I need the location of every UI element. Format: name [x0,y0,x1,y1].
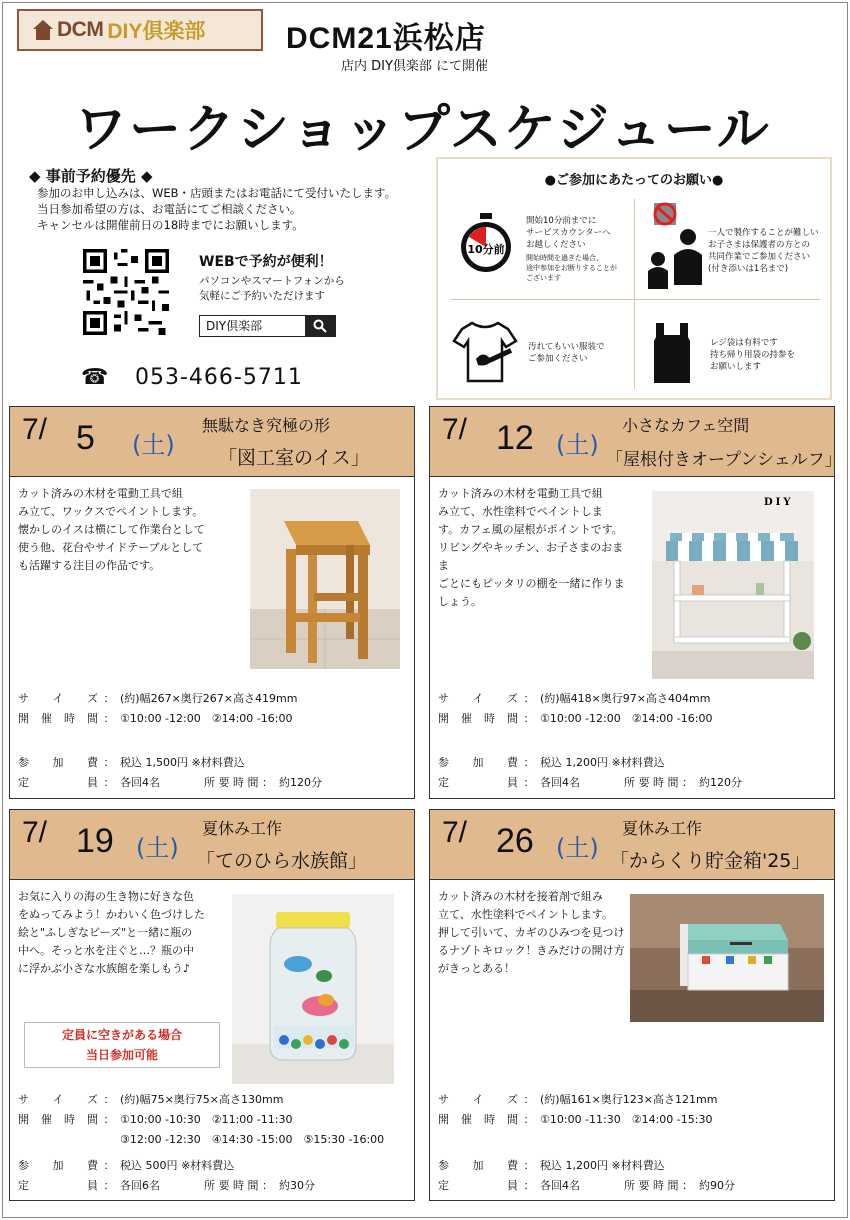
spec-time: ①10:00 -12:00 ②14:00 -16:00 [540,712,713,725]
same-day-banner [24,1022,220,1068]
spec-size-row: サ イ ズ ： (約)幅267×奥行267×高さ419mm [18,689,297,709]
banner-line: 定員に空きがある場合 [61,1028,182,1042]
workshop-card [9,809,415,1201]
tshirt-icon [452,319,518,385]
card-specs [18,1090,384,1150]
card-weekday: (土) [556,431,599,459]
spec-duration-label: 所 要 時 間 ： [624,1179,693,1192]
coin-bank-photo [630,894,824,1022]
spec-label: 開 催 時 間 [438,712,518,725]
spec-label: 定 員 [18,776,98,789]
spec-label: 参 加 費 [438,756,518,769]
notice-line: 共同作業でご参加ください [708,252,811,262]
card-weekday: (土) [136,834,179,862]
card-header [430,407,842,477]
flyer-page [2,2,848,1218]
spec-fee-row: 参 加 費 ： 税込 500円 ※材料費込 [18,1156,315,1176]
page-title: ワークショップスケジュール [75,100,771,160]
notice-divider [450,299,820,300]
store-subtitle: 店内 DIY倶楽部 にて開催 [341,59,489,74]
desc-line: リビングやキッチン、お子さまのおまま [438,541,624,572]
notice-small-line: ございます [526,274,561,282]
spec-capacity-row: 定 員 ： 各回4名 所 要 時 間 ： 約120分 [18,773,322,793]
spec-fee-row: 参 加 費 ： 税込 1,200円 ※材料費込 [438,753,742,773]
desc-line: をぬってみよう！かわいく色づけした [18,908,205,921]
desc-line: 懐かしのイスは横にして作業台として [18,523,205,536]
parent-child-icon [642,199,706,295]
card-specs-bottom [438,1156,735,1196]
desc-line: 絵と"ふしぎなビーズ"と一緒に瓶の [18,926,193,939]
spec-size: (約)幅75×奥行75×高さ130mm [120,1093,284,1106]
spec-size: (約)幅418×奥行97×高さ404mm [540,692,711,705]
spec-capacity-row: 定 員 ： 各回4名 所 要 時 間 ： 約120分 [438,773,742,793]
search-text: DIY倶楽部 [206,319,263,333]
web-sub-line: 気軽にご予約いただけます [199,290,325,302]
spec-label: 開 催 時 間 [18,712,98,725]
spec-duration: 約90分 [699,1179,735,1192]
desc-line: カット済みの木材を電動工具で組 [18,487,183,500]
card-weekday: (土) [556,834,599,862]
spec-label: 参 加 費 [438,1159,518,1172]
search-box[interactable] [199,315,336,337]
desc-line: しょう。 [438,595,482,608]
notice-line: 開始10分前までに [526,216,597,226]
desc-line: お気に入りの海の生き物に好きな色 [18,890,194,903]
spec-duration: 約30分 [279,1179,315,1192]
notice-line: 一人で製作することが難しい [708,228,819,238]
card-description [18,888,228,978]
desc-line: 使う他、花台やサイドテーブルとして [18,541,204,554]
card-category: 小さなカフェ空間 [622,416,750,435]
spec-label: 参 加 費 [18,756,98,769]
card-month: 7/ [22,816,48,849]
desc-line: カット済みの木材を接着剤で組み [438,890,603,903]
reservation-heading: ◆ 事前予約優先 ◆ [29,167,153,185]
reservation-line: キャンセルは開催前日の18時までにお願いします。 [37,218,304,232]
spec-capacity: 各回4名 [540,1179,580,1192]
notice-small-line: 途中参加をお断りすることが [526,264,617,272]
dcm-diy-logo [17,9,263,51]
spec-time-row-2 [18,1130,384,1150]
phone-number[interactable]: 053-466-5711 [135,365,303,390]
notice-box [436,157,832,400]
card-title: 「からくり貯金箱'25」 [610,850,811,872]
shopping-bag-icon [652,319,692,385]
spec-duration-label: 所 要 時 間 ： [624,776,693,789]
stool-photo [250,489,400,669]
spec-size: (約)幅267×奥行267×高さ419mm [120,692,298,705]
spec-label: 定 員 [438,1179,518,1192]
desc-line: み立て、水性塗料でペイントしま [438,505,603,518]
spec-label: 開 催 時 間 [18,1113,98,1126]
notice-line: レジ袋は有料です [710,338,778,348]
desc-line: み立て、ワックスでペイントします。 [18,505,204,518]
spec-capacity-row: 定 員 ： 各回6名 所 要 時 間 ： 約30分 [18,1176,315,1196]
spec-duration: 約120分 [279,776,322,789]
card-day: 19 [76,822,114,860]
spec-time: ①10:00 -12:00 ②14:00 -16:00 [120,712,293,725]
spec-label: サ イ ズ [18,1093,98,1106]
desc-line: カット済みの木材を電動工具で組 [438,487,603,500]
telephone-icon: ☎ [81,365,109,390]
shelf-photo [652,491,814,679]
reservation-line: 当日参加希望の方は、お電話にてご相談ください。 [37,202,302,216]
card-specs [438,689,712,729]
desc-line: がきっとある！ [438,962,515,975]
notice-line: 持ち帰り用袋の持参を [710,350,796,360]
card-header [430,810,834,880]
search-button[interactable] [305,316,335,336]
web-sub-line: パソコンやスマートフォンから [199,275,345,287]
card-title: 「図工室のイス」 [218,447,370,469]
spec-size: (約)幅161×奥行123×高さ121mm [540,1093,718,1106]
spec-duration: 約120分 [699,776,742,789]
spec-size-row: サ イ ズ ： (約)幅418×奥行97×高さ404mm [438,689,712,709]
card-description [438,888,634,978]
photo-diy-sign: DIY [764,497,794,508]
notice-small-line: 開始時間を過ぎた場合、 [526,254,603,262]
spec-label: サ イ ズ [18,692,98,705]
spec-label: 開 催 時 間 [438,1113,518,1126]
desc-line: 中へ。そっと水を注ぐと…？瓶の中 [18,944,194,957]
notice-line: 汚れてもいい服装で [528,342,605,352]
spec-fee-row: 参 加 費 ： 税込 1,500円 ※材料費込 [18,753,322,773]
card-day: 26 [496,822,534,860]
card-day: 5 [76,419,95,457]
web-reservation-subtitle [199,274,345,304]
reservation-text [37,185,396,233]
card-day: 12 [496,419,534,457]
spec-time: ①10:00 -11:30 ②14:00 -15:30 [540,1113,713,1126]
workshop-card [429,809,835,1201]
reservation-line: 参加のお申し込みは、WEB・店頭またはお電話にて受付いたします。 [37,186,397,200]
spec-fee: 税込 1,200円 ※材料費込 [540,756,665,769]
spec-time-row: 開 催 時 間 ： ①10:00 -10:30 ②11:00 -11:30 [18,1110,384,1130]
card-header [10,810,414,880]
notice-line: ご参加ください [528,354,588,364]
card-specs [18,689,297,729]
spec-capacity: 各回6名 [120,1179,160,1192]
card-category: 夏休み工作 [202,819,283,838]
desc-line: 押して引いて、カギのひみつを見つけ [438,926,625,939]
notice-divider [634,199,635,389]
card-specs-bottom [438,753,742,793]
desc-line: も活躍する注目の作品です。 [18,559,161,572]
card-description [438,485,626,611]
spec-size-row: サ イ ズ ： (約)幅161×奥行123×高さ121mm [438,1090,717,1110]
notice-item-2 [708,227,819,275]
stopwatch-icon [458,213,514,273]
spec-capacity-row: 定 員 ： 各回4名 所 要 時 間 ： 約90分 [438,1176,735,1196]
spec-label: 定 員 [438,776,518,789]
notice-line: (付き添いは1名まで) [708,264,789,274]
house-icon [33,20,53,40]
spec-time-row: 開 催 時 間 ： ①10:00 -12:00 ②14:00 -16:00 [438,709,712,729]
card-category: 無駄なき究極の形 [202,416,331,435]
web-reservation-title: WEBで予約が便利！ [199,254,333,270]
card-title: 「屋根付きオープンシェルフ」 [606,450,842,470]
desc-line: 立て、水性塗料でペイントします。 [438,908,613,921]
spec-fee: 税込 1,200円 ※材料費込 [540,1159,665,1172]
notice-line: サービスカウンターへ [526,228,611,238]
desc-line: ごとにもピッタリの棚を一緒に作りま [438,577,625,590]
notice-title: ●ご参加にあたってのお願い● [544,173,724,188]
card-month: 7/ [442,816,468,849]
card-category: 夏休み工作 [622,819,703,838]
card-specs-bottom [18,753,322,793]
stopwatch-label: 10分前 [467,243,505,256]
card-month: 7/ [22,413,48,446]
qr-code[interactable] [83,249,169,335]
spec-time-row: 開 催 時 間 ： ①10:00 -11:30 ②14:00 -15:30 [438,1110,717,1130]
spec-label: 定 員 [18,1179,98,1192]
workshop-card [9,406,415,799]
workshop-card [429,406,842,799]
notice-line: お越しください [526,240,586,250]
spec-fee: 税込 1,500円 ※材料費込 [120,756,245,769]
card-weekday: (土) [132,431,175,459]
store-name: DCM21浜松店 [286,22,486,55]
card-specs [438,1090,717,1130]
card-description [18,485,214,575]
spec-label: サ イ ズ [438,1093,518,1106]
spec-label: サ イ ズ [438,692,518,705]
spec-time-row: 開 催 時 間 ： ①10:00 -12:00 ②14:00 -16:00 [18,709,297,729]
notice-line: お願いします [710,362,762,372]
spec-time: ③12:00 -12:30 ④14:30 -15:00 ⑤15:30 -16:00 [120,1133,385,1146]
desc-line: るナゾトキロック！きみだけの開け方 [438,944,625,957]
card-specs-bottom [18,1156,315,1196]
notice-item-3 [528,341,605,365]
spec-label: 参 加 費 [18,1159,98,1172]
banner-line: 当日参加可能 [85,1048,158,1062]
spec-fee: 税込 500円 ※材料費込 [120,1159,235,1172]
spec-fee-row: 参 加 費 ： 税込 1,200円 ※材料費込 [438,1156,735,1176]
spec-size-row: サ イ ズ ： (約)幅75×奥行75×高さ130mm [18,1090,384,1110]
desc-line: に浮かぶ小さな水族館を楽しもう♪ [18,962,191,975]
desc-line: す。カフェ風の屋根がポイントです。 [438,523,623,536]
notice-item-4 [710,337,795,373]
card-title: 「てのひら水族館」 [196,850,368,872]
spec-duration-label: 所 要 時 間 ： [204,776,273,789]
spec-capacity: 各回4名 [540,776,580,789]
notice-line: お子さまは保護者の方との [708,240,811,250]
logo-diy-text: DIY倶楽部 [107,20,206,43]
card-header [10,407,414,477]
spec-capacity: 各回4名 [120,776,160,789]
spec-time: ①10:00 -10:30 ②11:00 -11:30 [120,1113,293,1126]
notice-small [526,253,617,283]
spec-duration-label: 所 要 時 間 ： [204,1179,273,1192]
card-month: 7/ [442,413,468,446]
search-icon [313,319,327,333]
notice-item-1 [526,215,617,283]
logo-dcm-text: DCM [57,18,104,41]
aquarium-jar-photo [232,894,394,1084]
